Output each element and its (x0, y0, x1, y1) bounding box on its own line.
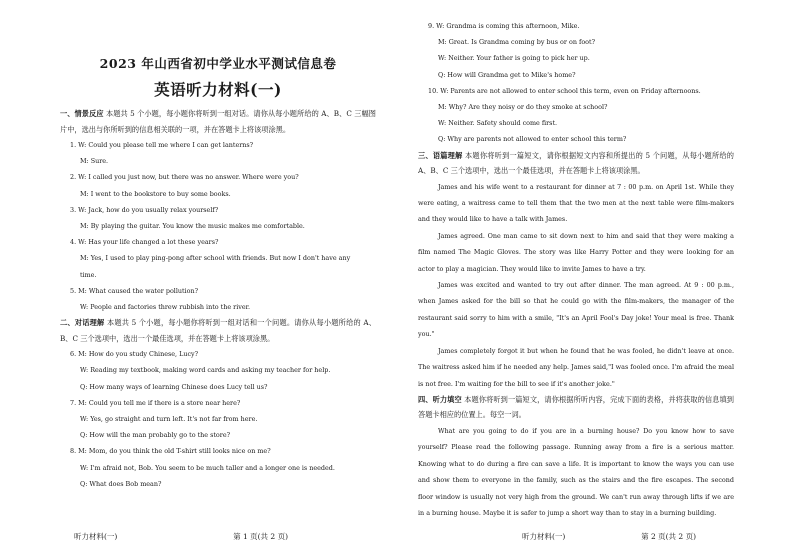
footer-page-number: 第 2 页(共 2 页) (641, 532, 696, 541)
dialogue-line: W: People and factories threw rubbish into the river. (80, 303, 251, 312)
section-3-passage (418, 179, 734, 392)
section-4-instructions (418, 392, 734, 423)
section-2-heading: 二、对话理解 (60, 318, 105, 328)
dialogue-line: M: I went to the bookstore to buy some books. (80, 189, 231, 198)
section-1-text: 本题共 5 个小题，每小题你将听到一组对话。请你从每小题所给的 A、B、C 三幅图片中，选出与你所听到的信息相关联的一项，并在答题卡上将该项涂黑。 (60, 109, 376, 134)
dialogue-line: 8. M: Mom, do you think the old T-shirt still looks nice on me? (70, 447, 271, 456)
passage-paragraph: James was excited and wanted to try out after dinner. The man agreed. At 9 : 00 p.m., when James asked for the bill so that he could go with the film-makers, the manager of the restaurant said sorry to him with a smile, "It's an April Fool's Day joke! Your meal is free. Thank you." (418, 281, 734, 339)
dialogue-line: time. (80, 270, 97, 279)
section-1-dialogues (60, 137, 376, 315)
dialogue-line: 9. W: Grandma is coming this afternoon, Mike. (428, 22, 580, 30)
dialogue-line: 4. W: Has your life changed a lot these years? (70, 238, 219, 247)
section-2-text: 本题共 5 个小题，每小题你将听到一组对话和一个问题。请你从每小题所给的 A、B、C 三个选项中，选出一个最佳选项，并在答题卡上将该项涂黑。 (60, 318, 376, 343)
dialogue-line: 1. W: Could you please tell me where I can get lanterns? (70, 141, 254, 149)
dialogue-line: Q: How will the man probably go to the store? (80, 431, 231, 440)
section-2-instructions (60, 315, 376, 346)
dialogue-line: 10. W: Parents are not allowed to enter school this term, even on Friday afternoons. (428, 86, 701, 95)
passage-paragraph: James agreed. One man came to sit down next to him and said that they were making a film named The Magic Gloves. The story was like Harry Potter and they were looking for an actor to play a magician. They would like to invite James to have a try. (418, 231, 734, 273)
dialogue-line: M: By playing the guitar. You know the music makes me comfortable. (80, 222, 305, 231)
passage-paragraph: What are you going to do if you are in a burning house? Do you know how to save yourself? Please read the following passage. Running away from a fire is a serious matter. Knowing what to do during a fire can save a life. It is important to know the ways you can use and show them to everyone in the family, such as the stairs and the fire escapes. The second floor window is usually not very high from the ground. We can't run away through lifts if we are in a burning house. Maybe it is safer to jump a short way than to stay in a burning building. (418, 426, 734, 517)
section-4-passage (418, 423, 734, 521)
section-1-instructions (60, 106, 376, 137)
section-3-text: 本题你将听到一篇短文，请你根据短文内容和所提出的 5 个问题，从每小题所给的 A、B、C 三个选项中，选出一个最佳选项，并在答题卡上将该项涂黑。 (418, 150, 734, 176)
exam-subtitle: 英语听力材料(一) (154, 80, 282, 99)
section-4-text: 本题你将听到一篇短文，请你根据所听内容，完成下面的表格，并将获取的信息填到答题卡相应的位置上。每空一词。 (418, 394, 734, 420)
dialogue-line: 7. M: Could you tell me if there is a store near here? (70, 398, 241, 407)
dialogue-line: W: Yes, go straight and turn left. It's not far from here. (80, 415, 258, 424)
page-1 (60, 0, 376, 543)
footer-title: 听力材料(一) (522, 532, 566, 541)
passage-paragraph: James completely forgot it but when he found that he was fooled, he didn't leave at once. The waitress asked him if he needed any help. James said,"I was fooled once. I'm afraid the meal is not free. I'm waiting for the bill to see if it's another joke." (418, 346, 734, 388)
section-2-dialogues (60, 346, 376, 492)
dialogue-line: Q: How will Grandma get to Mike's home? (438, 70, 576, 79)
dialogue-line: 2. W: I called you just now, but there was no answer. Where were you? (70, 173, 299, 182)
section-3-heading: 三、语篇理解 (418, 150, 463, 160)
dialogue-line: M: Yes, I used to play ping-pong after school with friends. But now I don't have any (80, 254, 351, 263)
footer-title: 听力材料(一) (74, 532, 118, 541)
dialogue-line: W: Neither. Your father is going to pick her up. (438, 54, 590, 63)
exam-title: 2023 年山西省初中学业水平测试信息卷 (99, 56, 337, 71)
section-1-heading: 一、情景反应 (60, 109, 104, 118)
passage-paragraph: James and his wife went to a restaurant for dinner at 7 : 00 p.m. on April 1st. While they were eating, a waitress came to tell them that the two men at the next table were film-makers and they would like to have a talk with James. (418, 182, 734, 224)
section-2-dialogues-continued (418, 18, 734, 148)
dialogue-line: 6. M: How do you study Chinese, Lucy? (70, 350, 199, 359)
dialogue-line: Q: What does Bob mean? (80, 479, 162, 488)
section-3-instructions (418, 148, 734, 179)
dialogue-line: M: Great. Is Grandma coming by bus or on foot? (438, 38, 596, 47)
page-2 (418, 0, 734, 543)
dialogue-line: M: Why? Are they noisy or do they smoke at school? (438, 103, 608, 112)
section-4-heading: 四、听力填空 (418, 394, 462, 404)
dialogue-line: W: I'm afraid not, Bob. You seem to be much taller and a longer one is needed. (80, 463, 335, 472)
dialogue-line: 5. M: What caused the water pollution? (70, 286, 198, 295)
dialogue-line: Q: Why are parents not allowed to enter school this term? (438, 135, 627, 144)
dialogue-line: M: Sure. (80, 157, 109, 166)
dialogue-line: W: Neither. Safety should come first. (438, 119, 558, 128)
dialogue-line: W: Reading my textbook, making word cards and asking my teacher for help. (80, 366, 331, 375)
dialogue-line: 3. W: Jack, how do you usually relax yourself? (70, 205, 219, 214)
dialogue-line: Q: How many ways of learning Chinese does Lucy tell us? (80, 382, 268, 391)
footer-page-number: 第 1 页(共 2 页) (233, 532, 288, 541)
